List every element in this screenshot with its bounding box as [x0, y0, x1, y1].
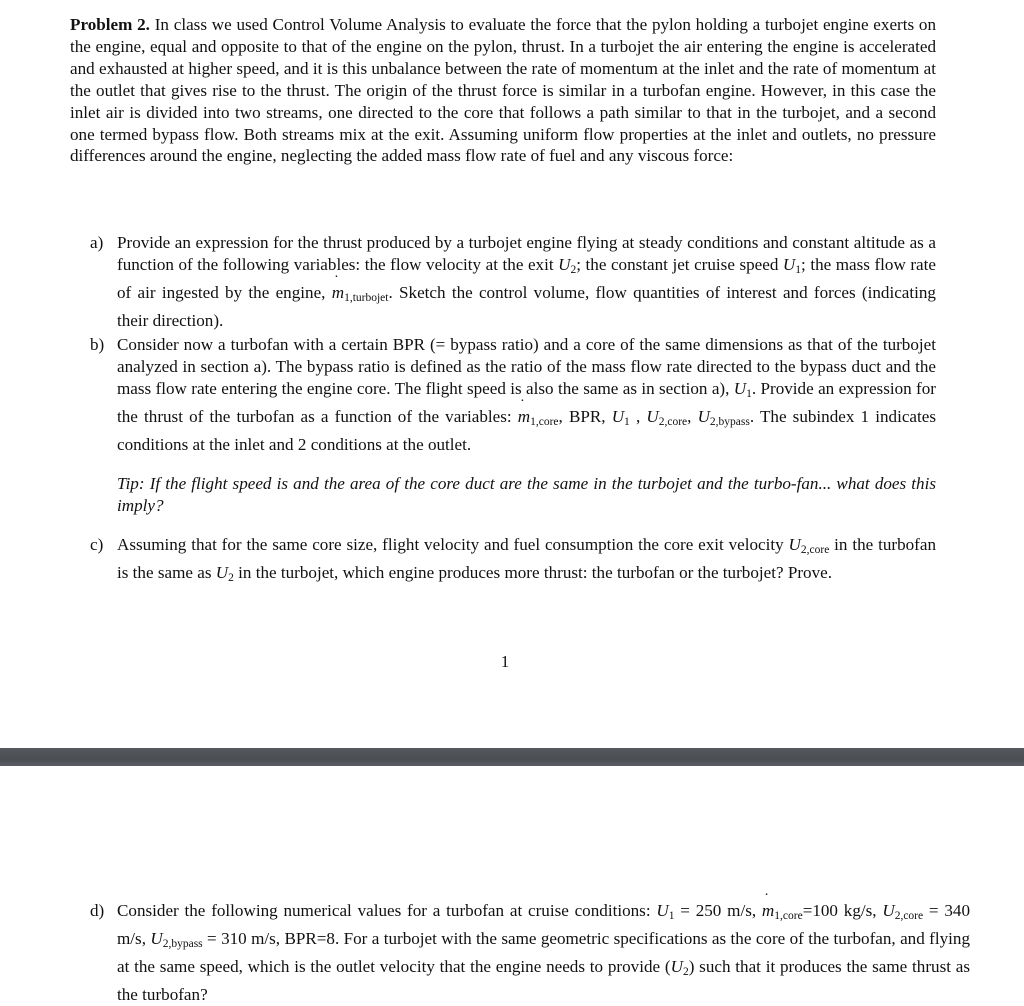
- text-segment: ; the constant jet cruise speed: [576, 254, 783, 274]
- math-symbol: U: [558, 254, 571, 274]
- math-symbol: U: [611, 406, 625, 426]
- math-subscript: 2,core: [658, 415, 688, 428]
- text-segment: , BPR,: [558, 406, 612, 426]
- math-symbol: U: [150, 928, 163, 948]
- text-segment: Assuming that for the same core size, flight velocity and fuel consumption the core exit velocity: [117, 535, 789, 554]
- math-symbol: U: [697, 406, 710, 426]
- text-segment: Consider the following numerical values for a turbofan at cruise conditions:: [117, 901, 657, 920]
- math-subscript: 1: [746, 387, 752, 400]
- page-separator: [0, 748, 1024, 766]
- math-subscript: 2,bypass: [709, 415, 750, 428]
- text-segment: in the turbojet, which engine produces more thrust: the turbofan or the turbojet? Prove.: [233, 562, 832, 582]
- text-segment: = 250 m/s,: [674, 901, 762, 920]
- text-segment: = 340 m/s,: [117, 901, 970, 948]
- question-b-label: b): [90, 335, 105, 354]
- question-c-label: c): [90, 535, 104, 554]
- text-segment: in the turbofan is the same as: [117, 535, 936, 582]
- problem-intro: In class we used Control Volume Analysis to evaluate the force that the pylon holding a turbojet engine exerts on the engine, equal and opposite to that of the engine on the pylon, thrust. In a turbojet the air entering the engine is accelerated and exhausted at higher speed, and it is this unbalance between the rate of momentum at the inlet and the rate of momentum at the outlet that gives rise to the thrust. The origin of the thrust force is similar in a turbofan engine. However, in this case the inlet air is divided into two streams, one directed to the core that follows a path similar to that in the turbojet, and a second one termed bypass flow. Both streams mix at the exit. Assuming uniform flow properties at the inlet and outlets, no pressure differences around the engine, neglecting the added mass flow rate of fuel and any viscous force:: [70, 15, 936, 166]
- question-a-label: a): [90, 233, 104, 252]
- math-subscript: 1,turbojet: [344, 291, 389, 304]
- math-subscript: 1: [668, 910, 675, 922]
- question-a-text: [117, 232, 936, 332]
- math-subscript: 1: [795, 263, 802, 276]
- math-symbol: U: [788, 535, 801, 554]
- math-symbol: U: [733, 378, 747, 398]
- math-subscript: 1,core: [530, 415, 559, 428]
- text-segment: Provide an expression for the thrust produced by a turbojet engine flying at steady conditions and constant altitude as a function of the following variables: the flow velocity at the exit: [117, 233, 936, 274]
- text-segment: ,: [687, 406, 698, 426]
- text-segment: ; the mass flow rate of air ingested by the engine,: [117, 254, 936, 302]
- math-symbol: U: [882, 901, 895, 920]
- problem-title: Problem 2.: [70, 15, 150, 34]
- text-segment: . The subindex 1 indicates conditions at the inlet and 2 conditions at the outlet.: [117, 406, 936, 454]
- text-segment: ,: [629, 406, 647, 426]
- math-symbol: ˙ m: [762, 900, 774, 922]
- question-d-text: [117, 900, 970, 1006]
- question-b-text: [117, 334, 936, 456]
- math-symbol: U: [670, 956, 683, 976]
- math-subscript: 2: [570, 263, 577, 276]
- text-segment: = 310 m/s, BPR=8. For a turbojet with the same geometric specifications as the core of the turbofan, and flying at the same speed, which is the outlet velocity that the engine needs to provide (: [117, 928, 970, 976]
- problem-statement: [70, 14, 936, 167]
- math-symbol: U: [656, 901, 669, 920]
- question-c-text: [117, 534, 936, 590]
- text-segment: Consider now a turbofan with a certain BPR (= bypass ratio) and a core of the same dimensions as that of the turbojet analyzed in section a). The bypass ratio is defined as the ratio of the mass flow rate directed to the bypass duct and the mass flow rate entering the engine core. The flight speed is also the same as in section a),: [117, 335, 936, 398]
- math-symbol: U: [646, 406, 659, 426]
- text-segment: =100 kg/s,: [802, 901, 883, 920]
- math-subscript: 2,bypass: [162, 937, 203, 950]
- math-subscript: 1,core: [774, 910, 803, 922]
- tip-text: Tip: If the flight speed is and the area of the core duct are the same in the turbojet and the turbo-fan... what does this imply?: [117, 474, 936, 515]
- text-segment: . Provide an expression for the thrust of the turbofan as a function of the variables:: [117, 378, 936, 426]
- math-subscript: 2: [228, 571, 234, 584]
- math-symbol: U: [782, 254, 796, 274]
- math-subscript: 2,core: [800, 544, 830, 556]
- math-subscript: 2: [682, 965, 689, 978]
- math-symbol: ˙ m: [332, 282, 344, 304]
- page-number: 1: [500, 652, 510, 671]
- math-subscript: 2,core: [894, 910, 924, 922]
- math-symbol: ˙ m: [518, 406, 530, 428]
- text-segment: . Sketch the control volume, flow quantities of interest and forces (indicating their direction).: [117, 282, 936, 330]
- text-segment: ) such that it produces the same thrust as the turbofan?: [117, 956, 971, 1004]
- question-d-label: d): [90, 901, 105, 920]
- math-subscript: 1: [624, 415, 630, 428]
- math-symbol: U: [215, 562, 229, 582]
